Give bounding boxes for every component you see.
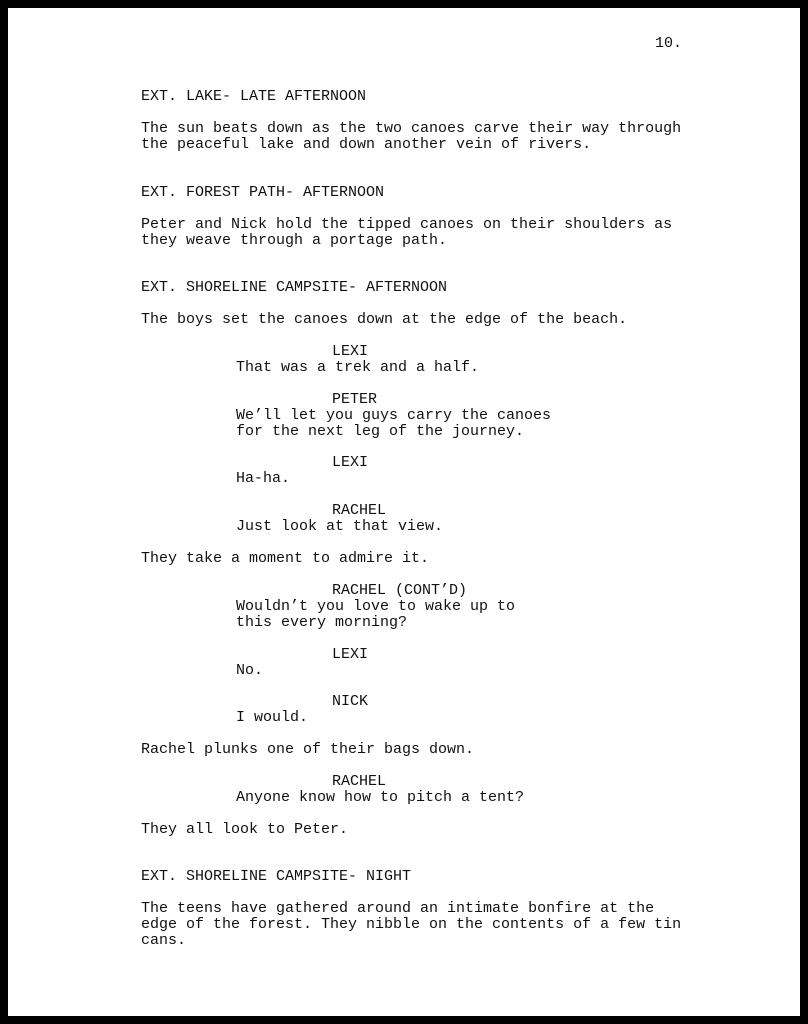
- scene-heading: EXT. SHORELINE CAMPSITE- AFTERNOON: [141, 279, 448, 296]
- action-line: The teens have gathered around an intimate bonfire at the: [141, 900, 655, 917]
- action-line: they weave through a portage path.: [141, 232, 448, 249]
- action-line: edge of the forest. They nibble on the contents of a few tin: [141, 916, 682, 933]
- action-line: Peter and Nick hold the tipped canoes on their shoulders as: [141, 216, 673, 233]
- scene-heading: EXT. FOREST PATH- AFTERNOON: [141, 184, 385, 201]
- action-line: The boys set the canoes down at the edge of the beach.: [141, 311, 628, 328]
- dialogue-line: Just look at that view.: [236, 518, 444, 535]
- character-name: LEXI: [332, 646, 369, 663]
- action-line: cans.: [141, 932, 187, 949]
- action-line: They all look to Peter.: [141, 821, 349, 838]
- page-number: 10.: [654, 35, 682, 52]
- action-line: The sun beats down as the two canoes carve their way through: [141, 120, 682, 137]
- character-name: LEXI: [332, 454, 369, 471]
- scene-heading: EXT. LAKE- LATE AFTERNOON: [141, 88, 367, 105]
- action-line: They take a moment to admire it.: [141, 550, 430, 567]
- dialogue-line: No.: [236, 662, 264, 679]
- dialogue-line: for the next leg of the journey.: [236, 423, 525, 440]
- character-name: RACHEL (CONT’D): [332, 582, 468, 599]
- dialogue-line: We’ll let you guys carry the canoes: [236, 407, 552, 424]
- dialogue-line: Anyone know how to pitch a tent?: [236, 789, 525, 806]
- character-name: RACHEL: [332, 773, 387, 790]
- character-name: PETER: [332, 391, 378, 408]
- dialogue-line: Wouldn’t you love to wake up to: [236, 598, 516, 615]
- dialogue-line: That was a trek and a half.: [236, 359, 480, 376]
- dialogue-line: this every morning?: [236, 614, 408, 631]
- action-line: Rachel plunks one of their bags down.: [141, 741, 475, 758]
- character-name: RACHEL: [332, 502, 387, 519]
- character-name: LEXI: [332, 343, 369, 360]
- script-page: [8, 8, 800, 1016]
- dialogue-line: I would.: [236, 709, 309, 726]
- action-line: the peaceful lake and down another vein of rivers.: [141, 136, 592, 153]
- character-name: NICK: [332, 693, 369, 710]
- dialogue-line: Ha-ha.: [236, 470, 291, 487]
- scene-heading: EXT. SHORELINE CAMPSITE- NIGHT: [141, 868, 412, 885]
